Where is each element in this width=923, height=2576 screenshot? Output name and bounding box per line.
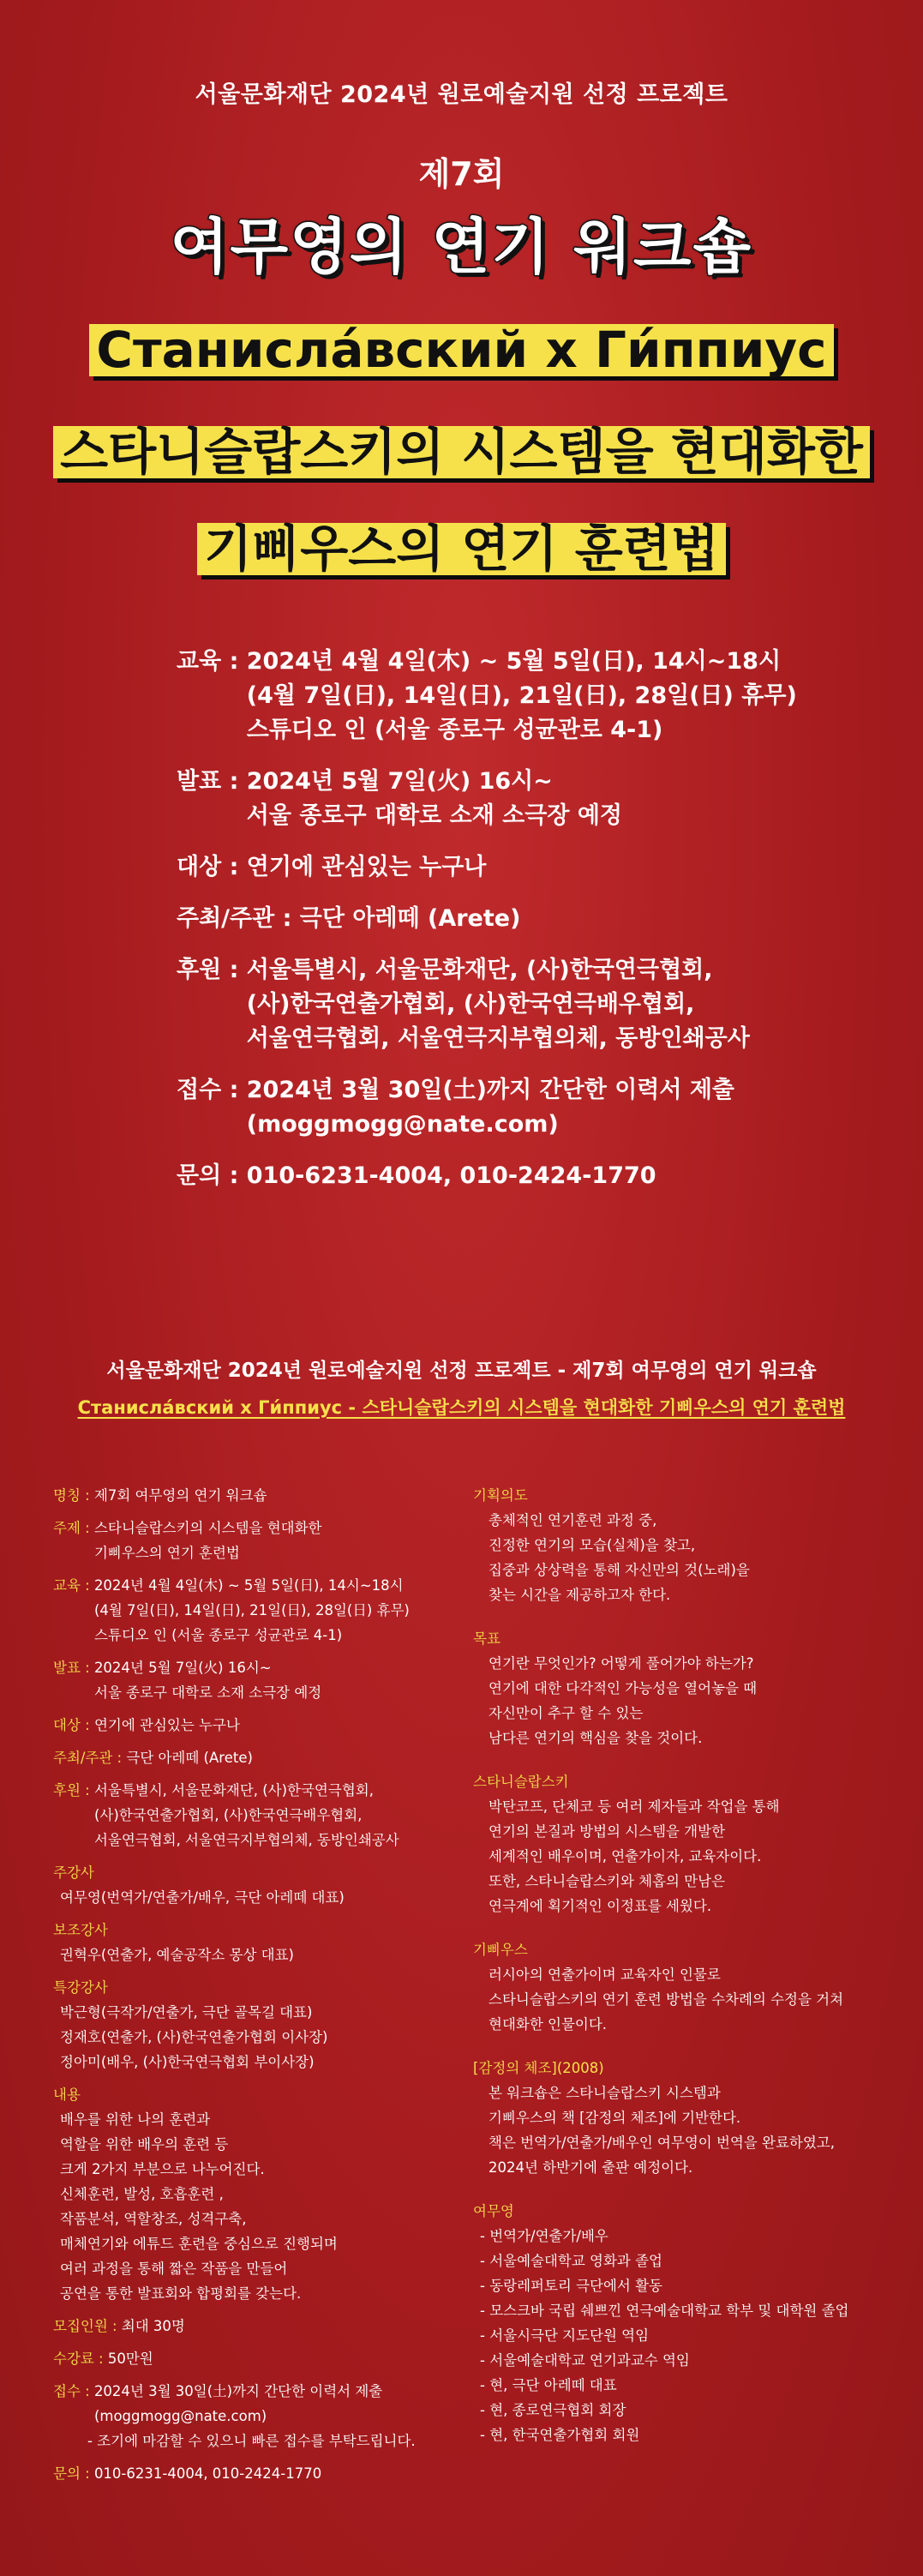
section-line: 박근형(극작가/연출가, 극단 골목길 대표) [60, 2004, 313, 2021]
section-line: 총체적인 연기훈련 과정 중, [488, 1512, 657, 1528]
section-line: 크게 2가지 부분으로 나누어진다. [60, 2161, 265, 2177]
poster [0, 0, 923, 1260]
section-body [53, 2000, 460, 2075]
detail-value [94, 1778, 399, 1852]
detail-value [122, 2314, 185, 2339]
info-line: 2024년 4월 4일(木) ~ 5월 5일(日), 14시~18시 [246, 648, 782, 675]
detail-line: 극단 아레떼 (Arete) [126, 1750, 253, 1766]
section-line: 집중과 상상력을 통해 자신만의 것(노래)을 [488, 1562, 750, 1578]
section-line: 연기에 대한 다각적인 가능성을 열어놓을 때 [488, 1680, 758, 1696]
info-label: 문의 : [177, 1162, 247, 1189]
detail-line: 서울연극협회, 서울연극지부협의체, 동방인쇄공사 [93, 1832, 399, 1848]
section-line: - 모스크바 국립 쉐쁘낀 연극예술대학교 학부 및 대학원 졸업 [480, 2303, 849, 2319]
info-line: 스튜디오 인 (서울 종로구 성균관로 4-1) [246, 717, 663, 743]
section-title: 주강사 [53, 1864, 94, 1881]
info-line: 서울특별시, 서울문화재단, (사)한국연극협회, [246, 957, 713, 983]
info-line: 연기에 관심있는 누구나 [246, 854, 487, 880]
detail-edu [53, 1573, 460, 1648]
info-row [177, 902, 879, 936]
info-value [300, 902, 879, 936]
info-value [247, 953, 879, 1056]
detail-line: 기삐우스의 연기 훈련법 [93, 1545, 240, 1561]
right-section [473, 1937, 902, 2037]
detail-line: (사)한국연출가협회, (사)한국연극배우협회, [93, 1807, 363, 1823]
detail-assistant [53, 1918, 460, 1967]
section-title: 보조강사 [53, 1922, 108, 1938]
section-line: 매체연기와 에튜드 훈련을 중심으로 진행되며 [60, 2236, 338, 2252]
detail-content [53, 2082, 460, 2306]
section-body [53, 1943, 460, 1967]
apply-note: - 조기에 마감할 수 있으니 빠른 접수를 부탁드립니다. [87, 2433, 416, 2449]
section-title: 여무영 [473, 2203, 514, 2219]
info-label: 교육 : [177, 648, 247, 675]
detail-special [53, 1975, 460, 2075]
detail-line: 스타니슬랍스키의 시스템을 현대화한 [93, 1520, 322, 1536]
detail-key: 대상 : [53, 1717, 94, 1733]
section-title: 스타니슬랍스키 [473, 1774, 569, 1790]
detail-line: 서울 종로구 대학로 소재 소극장 예정 [93, 1684, 322, 1701]
section-line: - 서울예술대학교 영화과 졸업 [480, 2253, 662, 2269]
section-body [53, 2107, 460, 2306]
detail-key: 접수 : [53, 2383, 94, 2399]
section-line: 신체훈련, 발성, 호흡훈련 , [60, 2186, 224, 2202]
detail-fee [53, 2346, 460, 2371]
detail-main_lecturer [53, 1860, 460, 1910]
section-body [473, 1508, 902, 1607]
section-line: 정재호(연출가, (사)한국연출가협회 이사장) [60, 2029, 328, 2045]
section-line: 여무영(번역가/연출가/배우, 극단 아레떼 대표) [60, 1889, 345, 1906]
info-line: 서울연극협회, 서울연극지부협의체, 동방인쇄공사 [246, 1025, 750, 1052]
detail-line: (4월 7일(日), 14일(日), 21일(日), 28일(日) 휴무) [93, 1602, 410, 1618]
info-label: 주최/주관 : [177, 905, 300, 932]
info-row [177, 765, 879, 833]
info-row [177, 850, 879, 885]
detail-value [94, 2461, 321, 2486]
section-line: 찾는 시간을 제공하고자 한다. [488, 1587, 671, 1603]
section-title: [감정의 체조](2008) [473, 2060, 604, 2076]
detail-left-column [53, 1483, 460, 2494]
section-line: 스타니슬랍스키의 연기 훈련 방법을 수차례의 수정을 거쳐 [488, 1991, 844, 2008]
detail-key: 모집인원 : [53, 2318, 122, 2334]
detail-apply [53, 2379, 460, 2429]
detail-line: (moggmogg@nate.com) [93, 2408, 267, 2424]
section-body [473, 1651, 902, 1750]
section-line: - 서울예술대학교 연기과교수 역임 [480, 2352, 690, 2369]
detail-line: 연기에 관심있는 누구나 [93, 1717, 240, 1733]
section-line: 연극계에 획기적인 이정표를 세웠다. [488, 1898, 712, 1914]
highlight-line-3: 기삐우스의 연기 훈련법 [0, 523, 923, 575]
detail-value [94, 2379, 382, 2429]
detail-key: 수강료 : [53, 2351, 108, 2367]
right-section [473, 1483, 902, 1607]
detail-key: 후원 : [53, 1782, 94, 1798]
section-body [53, 1885, 460, 1910]
section-line: 공연을 통한 발표회와 합평회를 갖는다. [60, 2285, 302, 2302]
section-body [473, 1794, 902, 1918]
highlight-russian: Станисла́вский x Ги́ппиус [0, 324, 923, 376]
detail-value [94, 1483, 267, 1508]
detail-key: 발표 : [53, 1660, 94, 1676]
detail-target [53, 1713, 460, 1738]
detail-section [0, 1354, 923, 2572]
section-line: 박탄코프, 단체코 등 여러 제자들과 작업을 통해 [488, 1798, 780, 1815]
section-body [473, 2081, 902, 2180]
detail-value [108, 2346, 153, 2371]
section-line: - 현, 한국연출가협회 회원 [480, 2427, 640, 2443]
section-line: 기삐우스의 책 [감정의 체조]에 기반한다. [488, 2110, 741, 2126]
detail-value [94, 1573, 410, 1648]
section-line: 배우를 위한 나의 훈련과 [60, 2111, 211, 2128]
detail-line: 2024년 5월 7일(火) 16시~ [93, 1660, 272, 1676]
detail-theme [53, 1516, 460, 1565]
info-label: 대상 : [177, 854, 247, 880]
detail-header: 서울문화재단 2024년 원로예술지원 선정 프로젝트 - 제7회 여무영의 연기 워크숍 [106, 1360, 817, 1382]
detail-key: 주제 : [53, 1520, 94, 1536]
detail-line: 2024년 3월 30일(土)까지 간단한 이력서 제출 [93, 2383, 383, 2399]
section-body [473, 1962, 902, 2037]
info-row [177, 645, 879, 748]
info-value [247, 850, 879, 885]
section-line: 세계적인 배우이며, 연출가이자, 교육자이다. [488, 1848, 762, 1864]
detail-value [94, 1655, 321, 1705]
info-line: 극단 아레떼 (Arete) [299, 905, 521, 932]
detail-line: 제7회 여무영의 연기 워크숍 [93, 1487, 267, 1504]
info-line: (moggmogg@nate.com) [246, 1111, 559, 1138]
detail-right-column [473, 1483, 902, 2466]
detail-value [94, 1516, 322, 1565]
info-line: (4월 7일(日), 14일(日), 21일(日), 28일(日) 휴무) [246, 682, 797, 709]
detail-line: 010-6231-4004, 010-2424-1770 [93, 2465, 322, 2482]
section-line: 남다른 연기의 핵심을 찾을 것이다. [488, 1730, 703, 1746]
detail-value [126, 1745, 253, 1770]
section-title: 기삐우스 [473, 1942, 528, 1958]
detail-recruit [53, 2314, 460, 2339]
info-line: 2024년 5월 7일(火) 16시~ [246, 768, 553, 795]
detail-sponsor [53, 1778, 460, 1852]
section-title: 내용 [53, 2087, 81, 2103]
highlight-line-2: 스타니슬랍스키의 시스템을 현대화한 [0, 426, 923, 478]
right-section [473, 1626, 902, 1750]
section-line: 현대화한 인물이다. [488, 2016, 608, 2033]
org-line: 서울문화재단 2024년 원로예술지원 선정 프로젝트 [195, 81, 728, 108]
section-title: 목표 [473, 1630, 500, 1647]
poster-info [177, 645, 879, 1210]
section-line: 권혁우(연출가, 예술공작소 몽상 대표) [60, 1947, 294, 1963]
detail-contact [53, 2461, 460, 2486]
main-title: 여무영의 연기 워크숍 [170, 212, 753, 282]
info-value [247, 645, 879, 748]
detail-line: 50만원 [107, 2351, 153, 2367]
detail-show [53, 1655, 460, 1705]
right-section [473, 2056, 902, 2180]
info-line: 서울 종로구 대학로 소재 소극장 예정 [246, 802, 622, 829]
section-line: 또한, 스타니슬랍스키와 체홉의 만남은 [488, 1873, 726, 1889]
section-line: 2024년 하반기에 출판 예정이다. [488, 2159, 693, 2176]
section-body [473, 2224, 902, 2447]
section-title: 기획의도 [473, 1487, 528, 1504]
info-row [177, 1159, 879, 1193]
detail-key: 주최/주관 : [53, 1750, 127, 1766]
section-line: 러시아의 연출가이며 교육자인 인물로 [488, 1967, 721, 1983]
info-value [247, 1159, 879, 1193]
detail-host [53, 1745, 460, 1770]
detail-line: 2024년 4월 4일(木) ~ 5월 5일(日), 14시~18시 [93, 1577, 404, 1594]
detail-value [94, 1713, 240, 1738]
section-line: 여러 과정을 통해 짧은 작품을 만들어 [60, 2261, 288, 2277]
detail-line: 최대 30명 [121, 2318, 185, 2334]
detail-key: 교육 : [53, 1577, 94, 1594]
section-line: 정아미(배우, (사)한국연극협회 부이사장) [60, 2054, 315, 2070]
detail-name [53, 1483, 460, 1508]
edition: 제7회 [418, 155, 505, 193]
section-line: 책은 번역가/연출가/배우인 여무영이 번역을 완료하였고, [488, 2135, 835, 2151]
info-row [177, 1073, 879, 1142]
section-line: 연기의 본질과 방법의 시스템을 개발한 [488, 1823, 726, 1840]
info-value [247, 765, 879, 833]
detail-line: 스튜디오 인 (서울 종로구 성균관로 4-1) [93, 1627, 343, 1643]
section-line: 자신만이 추구 할 수 있는 [488, 1705, 644, 1721]
info-line: 010-6231-4004, 010-2424-1770 [246, 1162, 656, 1189]
info-label: 접수 : [177, 1077, 247, 1103]
section-line: 본 워크숍은 스타니슬랍스키 시스템과 [488, 2085, 721, 2101]
section-line: 진정한 연기의 모습(실체)을 찾고, [488, 1537, 696, 1553]
info-line: (사)한국연출가협회, (사)한국연극배우협회, [246, 991, 695, 1018]
info-label: 후원 : [177, 957, 247, 983]
info-label: 발표 : [177, 768, 247, 795]
section-line: - 현, 극단 아레떼 대표 [480, 2377, 617, 2393]
section-line: 작품분석, 역할창조, 성격구축, [60, 2211, 247, 2227]
section-line: - 현, 종로연극협회 회장 [480, 2402, 626, 2418]
right-section [473, 1769, 902, 1918]
detail-key: 문의 : [53, 2465, 94, 2482]
detail-key: 명칭 : [53, 1487, 94, 1504]
section-title: 특강강사 [53, 1979, 108, 1996]
section-line: 연기란 무엇인가? 어떻게 풀어가야 하는가? [488, 1655, 754, 1672]
section-line: - 번역가/연출가/배우 [480, 2228, 608, 2244]
section-line: 역할을 위한 배우의 훈련 등 [60, 2136, 229, 2153]
detail-subheader: Станисла́вский x Ги́ппиус - 스타니슬랍스키의 시스템을 현대화한 기삐우스의 연기 훈련법 [77, 1397, 846, 1418]
info-value [247, 1073, 879, 1142]
right-section [473, 2199, 902, 2447]
info-row [177, 953, 879, 1056]
info-line: 2024년 3월 30일(土)까지 간단한 이력서 제출 [246, 1077, 735, 1103]
section-line: - 동랑레퍼토리 극단에서 활동 [480, 2278, 662, 2294]
section-line: - 서울시극단 지도단원 역임 [480, 2327, 650, 2344]
detail-line: 서울특별시, 서울문화재단, (사)한국연극협회, [93, 1782, 374, 1798]
